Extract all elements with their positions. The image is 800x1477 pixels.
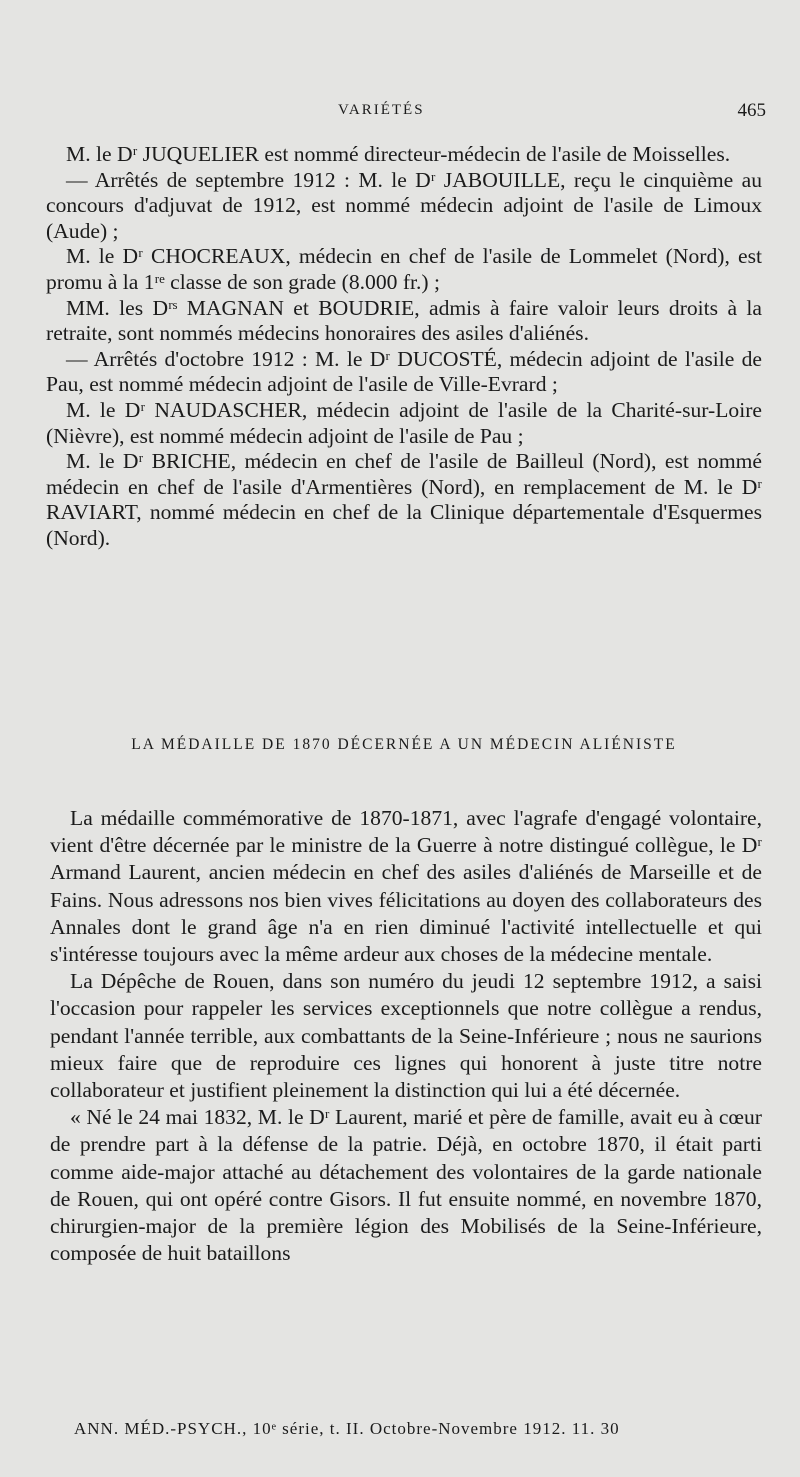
paragraph: M. le Dʳ BRICHE, médecin en chef de l'asile de Bailleul (Nord), est nommé médecin en chef de l'asile d'Armentières (Nord), en remplacement de M. le Dʳ RAVIART, nommé médecin en chef de la Clinique départementale d'Esquermes (Nord).	[46, 449, 762, 550]
paragraph: M. le Dʳ CHOCREAUX, médecin en chef de l'asile de Lommelet (Nord), est promu à la 1ʳᵉ classe de son grade (8.000 fr.) ;	[46, 244, 762, 294]
paragraph: M. le Dʳ JUQUELIER est nommé directeur-médecin de l'asile de Moisselles.	[66, 142, 731, 166]
article-body	[50, 805, 762, 1267]
nominations-section	[46, 142, 762, 552]
paragraph: — Arrêtés de septembre 1912 : M. le Dʳ JABOUILLE, reçu le cinquième au concours d'adjuvat de 1912, est nommé médecin adjoint de l'asile de Limoux (Aude) ;	[46, 167, 762, 243]
paragraph: La médaille commémorative de 1870-1871, avec l'agrafe d'engagé volontaire, vient d'être décernée par le ministre de la Guerre à notre distingué collègue, le Dʳ Armand Laurent, ancien médecin en chef des asiles d'aliénés de Marseille et de Fains. Nous adressons nos bien vives félicitations au doyen des collaborateurs des Annales dont le grand âge n'a en rien diminué l'activité intellectuelle et qui s'intéresse toujours avec la même ardeur aux choses de la médecine mentale.	[50, 806, 762, 967]
paragraph: « Né le 24 mai 1832, M. le Dʳ Laurent, marié et père de famille, avait eu à cœur de prendre part à la défense de la patrie. Déjà, en octobre 1870, il était parti comme aide-major attaché au détachement des volontaires de la garde nationale de Rouen, qui ont opéré contre Gisors. Il fut ensuite nommé, en novembre 1870, chirurgien-major de la première légion des Mobilisés de la Seine-Inférieure, composée de huit bataillons	[50, 1105, 762, 1266]
paragraph: M. le Dʳ NAUDASCHER, médecin adjoint de l'asile de la Charité-sur-Loire (Nièvre), est nommé médecin adjoint de l'asile de Pau ;	[46, 397, 762, 448]
section-heading: LA MÉDAILLE DE 1870 DÉCERNÉE A UN MÉDECIN ALIÉNISTE	[131, 736, 677, 753]
paragraph: MM. les Dʳˢ MAGNAN et BOUDRIE, admis à faire valoir leurs droits à la retraite, sont nommés médecins honoraires des asiles d'aliénés.	[46, 295, 762, 346]
page-footer: ANN. MÉD.-PSYCH., 10ᵉ série, t. II. Octobre-Novembre 1912. 11. 30	[74, 1419, 620, 1438]
running-title: VARIÉTÉS	[338, 102, 425, 118]
paragraph: La Dépêche de Rouen, dans son numéro du jeudi 12 septembre 1912, a saisi l'occasion pour rappeler les services exceptionnels que notre collègue a rendus, pendant l'année terrible, aux combattants de la Seine-Inférieure ; nous ne saurions mieux faire que de reproduire ces lignes qui honorent à juste titre notre collaborateur et justifient pleinement la distinction qui lui a été décernée.	[50, 969, 762, 1103]
page-number: 465	[737, 100, 766, 121]
paragraph: — Arrêtés d'octobre 1912 : M. le Dʳ DUCOSTÉ, médecin adjoint de l'asile de Pau, est nommé médecin adjoint de l'asile de Ville-Evrard ;	[46, 346, 762, 397]
page-header	[0, 100, 800, 130]
